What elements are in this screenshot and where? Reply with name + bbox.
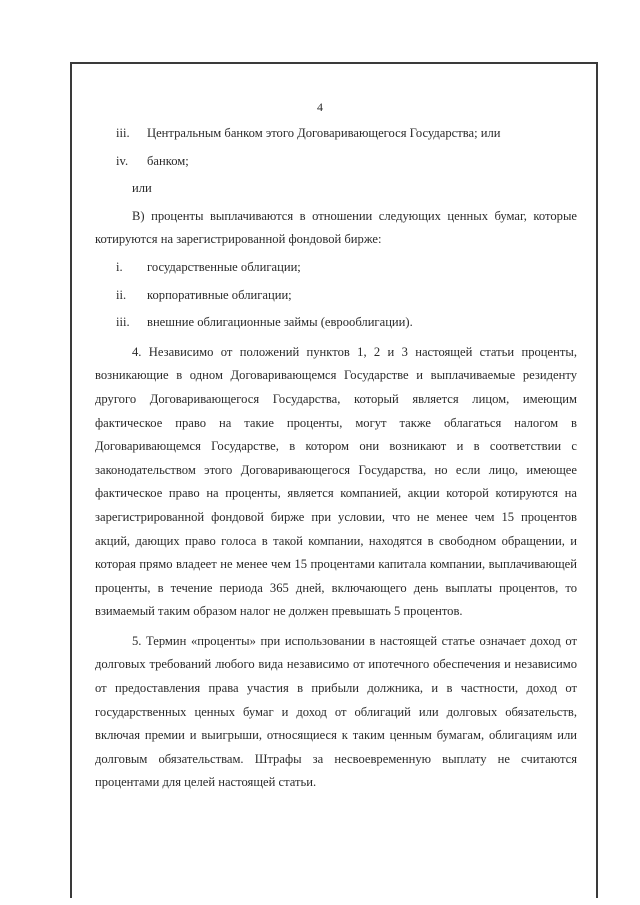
paragraph-4: 4. Независимо от положений пунктов 1, 2 и 3 настоящей статьи проценты, возникающие в одном Договаривающемся Государстве и выплачиваемые резиденту другого Договаривающегося Государства, который является лицом, имеющим фактическое право на такие проценты, могут также облагаться налогом в Договаривающемся Государстве, в котором они возникают и в соответствии с законодательством этого Договаривающегося Государства, но если лицо, имеющее фактическое право на проценты, является компанией, акции которой котируются на зарегистрированной фондовой бирже при условии, что не менее чем 15 процентов акций, дающих право голоса в такой компании, находятся в свободном обращении, и которая прямо владеет не менее чем 15 процентами капитала компании, выплачивающей проценты, в течение периода 365 дней, включающего день выплаты процентов, то взимаемый таким образом налог не должен превышать 5 процентов.	[95, 344, 577, 619]
list-item	[95, 256, 577, 280]
list-item-number: iv.	[116, 153, 129, 168]
list-item-number: iii.	[116, 315, 130, 330]
paragraph-5: 5. Термин «проценты» при использовании в настоящей статье означает доход от долговых требований любого вида независимо от ипотечного обеспечения и независимо от предоставления права участия в прибыли должника, и в частности, доход от государственных ценных бумаг и доход от облигаций или долговых обязательств, включая премии и выигрыши, относящиеся к таким ценным бумагам, облигациям или долговым обязательствам. Штрафы за несвоевременную выплату не считаются процентами для целей настоящей статьи.	[95, 633, 577, 790]
list-item	[95, 311, 577, 335]
list-item	[95, 150, 577, 174]
list-item	[95, 284, 577, 308]
list-item-number: iii.	[116, 126, 130, 140]
list-item	[95, 122, 577, 146]
list-item-number: i.	[116, 259, 123, 274]
list-item-number: ii.	[116, 287, 127, 302]
list-item-text: государственные облигации;	[147, 259, 301, 274]
list-item-text: корпоративные облигации;	[147, 287, 292, 302]
paragraph-b: B) проценты выплачиваются в отношении следующих ценных бумаг, которые котируются на зарегистрированной фондовой бирже:	[95, 208, 577, 247]
list-item-text: Центральным банком этого Договаривающегося Государства; или	[147, 126, 501, 140]
list-item-text: банком;	[147, 153, 189, 168]
list-item-text: внешние облигационные займы (еврооблигации).	[147, 315, 413, 330]
page-number: 4	[317, 100, 323, 114]
document-body	[95, 122, 577, 795]
or-connector: или	[132, 181, 152, 196]
